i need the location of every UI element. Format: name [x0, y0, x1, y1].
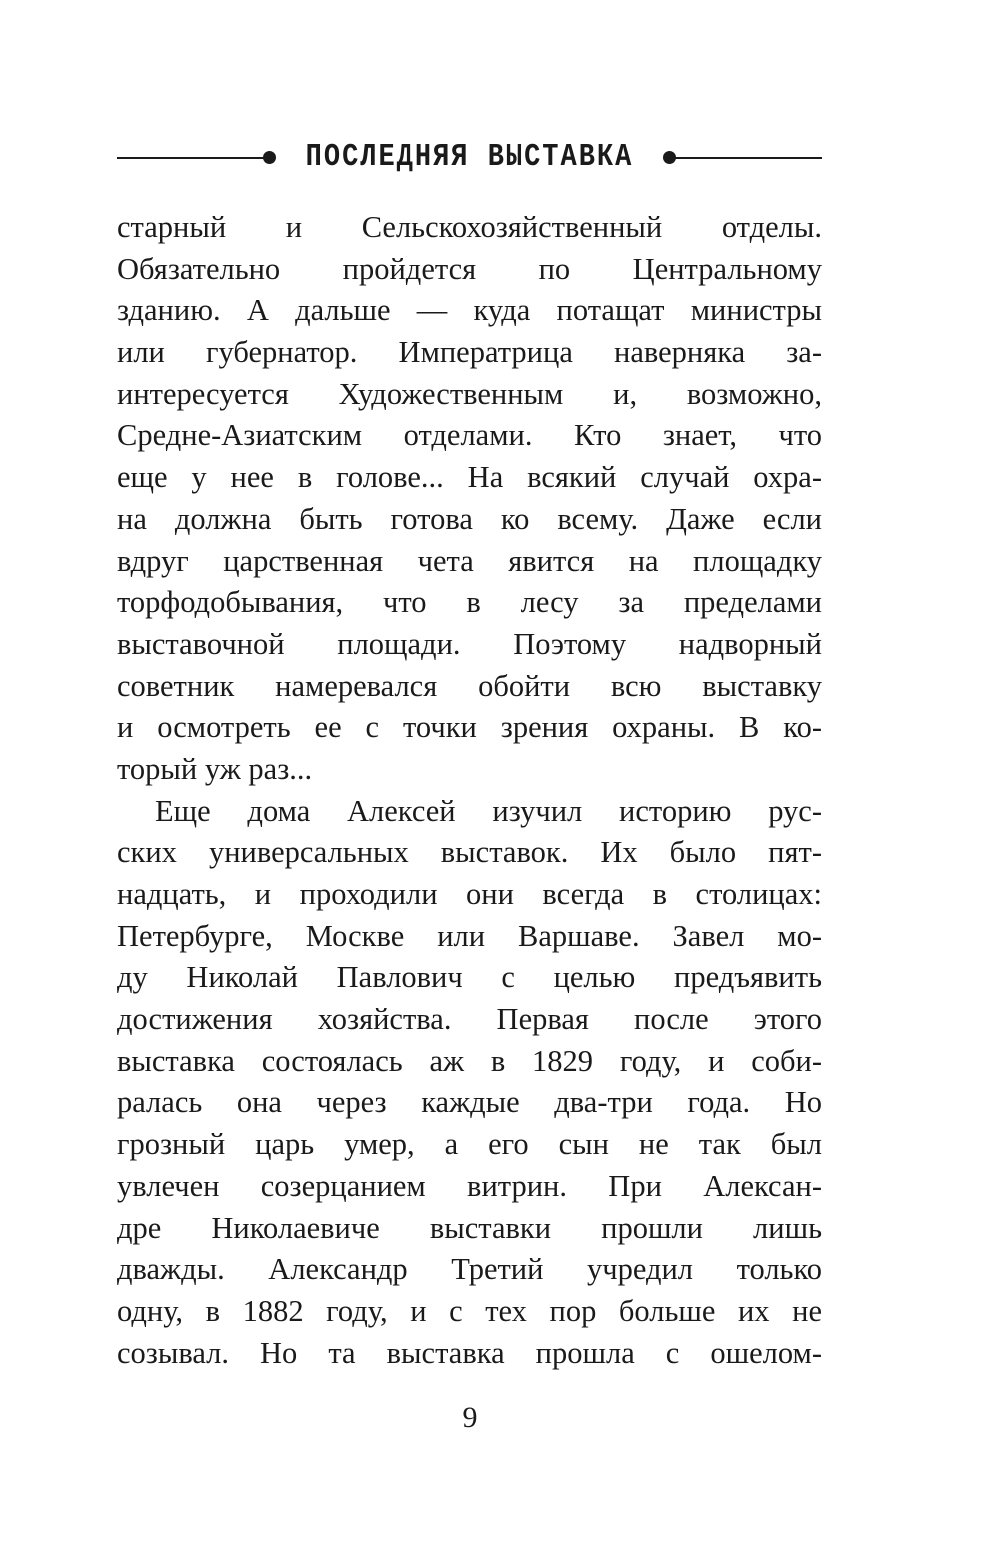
text-line: Петербурге, Москве или Варшаве. Завел мо-	[117, 918, 822, 953]
text-line: увлечен созерцанием витрин. При Алексан-	[117, 1168, 822, 1203]
page-number: 9	[462, 1401, 478, 1434]
text-line: ралась она через каждые два-три года. Но	[117, 1085, 822, 1120]
running-header-title: ПОСЛЕДНЯЯ ВЫСТАВКА	[305, 140, 634, 176]
text-line: грозный царь умер, а его сын не так был	[117, 1127, 822, 1162]
header-bullet-left-icon	[263, 151, 276, 164]
text-line: созывал. Но та выставка прошла с ошелом-	[117, 1335, 822, 1370]
text-line: еще у нее в голове... На всякий случай охра-	[117, 460, 822, 495]
text-line: Еще дома Алексей изучил историю рус-	[155, 793, 822, 828]
body-text	[117, 207, 822, 1374]
text-line: на должна быть готова ко всему. Даже если	[117, 501, 822, 536]
header-rule-right	[672, 157, 822, 159]
text-line: старный и Сельскохозяйственный отделы.	[117, 210, 822, 244]
text-line: интересуется Художественным и, возможно,	[117, 376, 822, 411]
text-line: дважды. Александр Третий учредил только	[117, 1252, 822, 1287]
text-line: ду Николай Павлович с целью предъявить	[117, 960, 822, 995]
running-header	[117, 138, 822, 178]
paragraph-1	[117, 207, 822, 791]
text-line: ских универсальных выставок. Их было пят-	[117, 835, 822, 870]
header-rule-left	[117, 157, 267, 159]
paragraph-2	[117, 791, 822, 1375]
text-line: и осмотреть ее с точки зрения охраны. В ко-	[117, 710, 822, 745]
text-line: дре Николаевиче выставки прошли лишь	[117, 1210, 822, 1245]
text-line: одну, в 1882 году, и с тех пор больше их не	[117, 1293, 822, 1328]
text-line: торый уж раз...	[117, 751, 313, 786]
text-line: зданию. А дальше — куда потащат министры	[117, 293, 822, 328]
text-line: Обязательно пройдется по Центральному	[117, 251, 822, 286]
text-line: вдруг царственная чета явится на площадку	[117, 543, 822, 578]
text-line: или губернатор. Императрица наверняка за-	[117, 335, 822, 370]
text-line: выставка состоялась аж в 1829 году, и соби-	[117, 1043, 822, 1078]
text-line: Средне-Азиатским отделами. Кто знает, что	[117, 418, 822, 453]
text-line: торфодобывания, что в лесу за пределами	[117, 585, 822, 620]
text-line: надцать, и проходили они всегда в столицах:	[117, 877, 822, 911]
text-line: советник намеревался обойти всю выставку	[117, 668, 822, 703]
text-line: выставочной площади. Поэтому надворный	[117, 626, 822, 661]
text-line: достижения хозяйства. Первая после этого	[117, 1002, 822, 1037]
